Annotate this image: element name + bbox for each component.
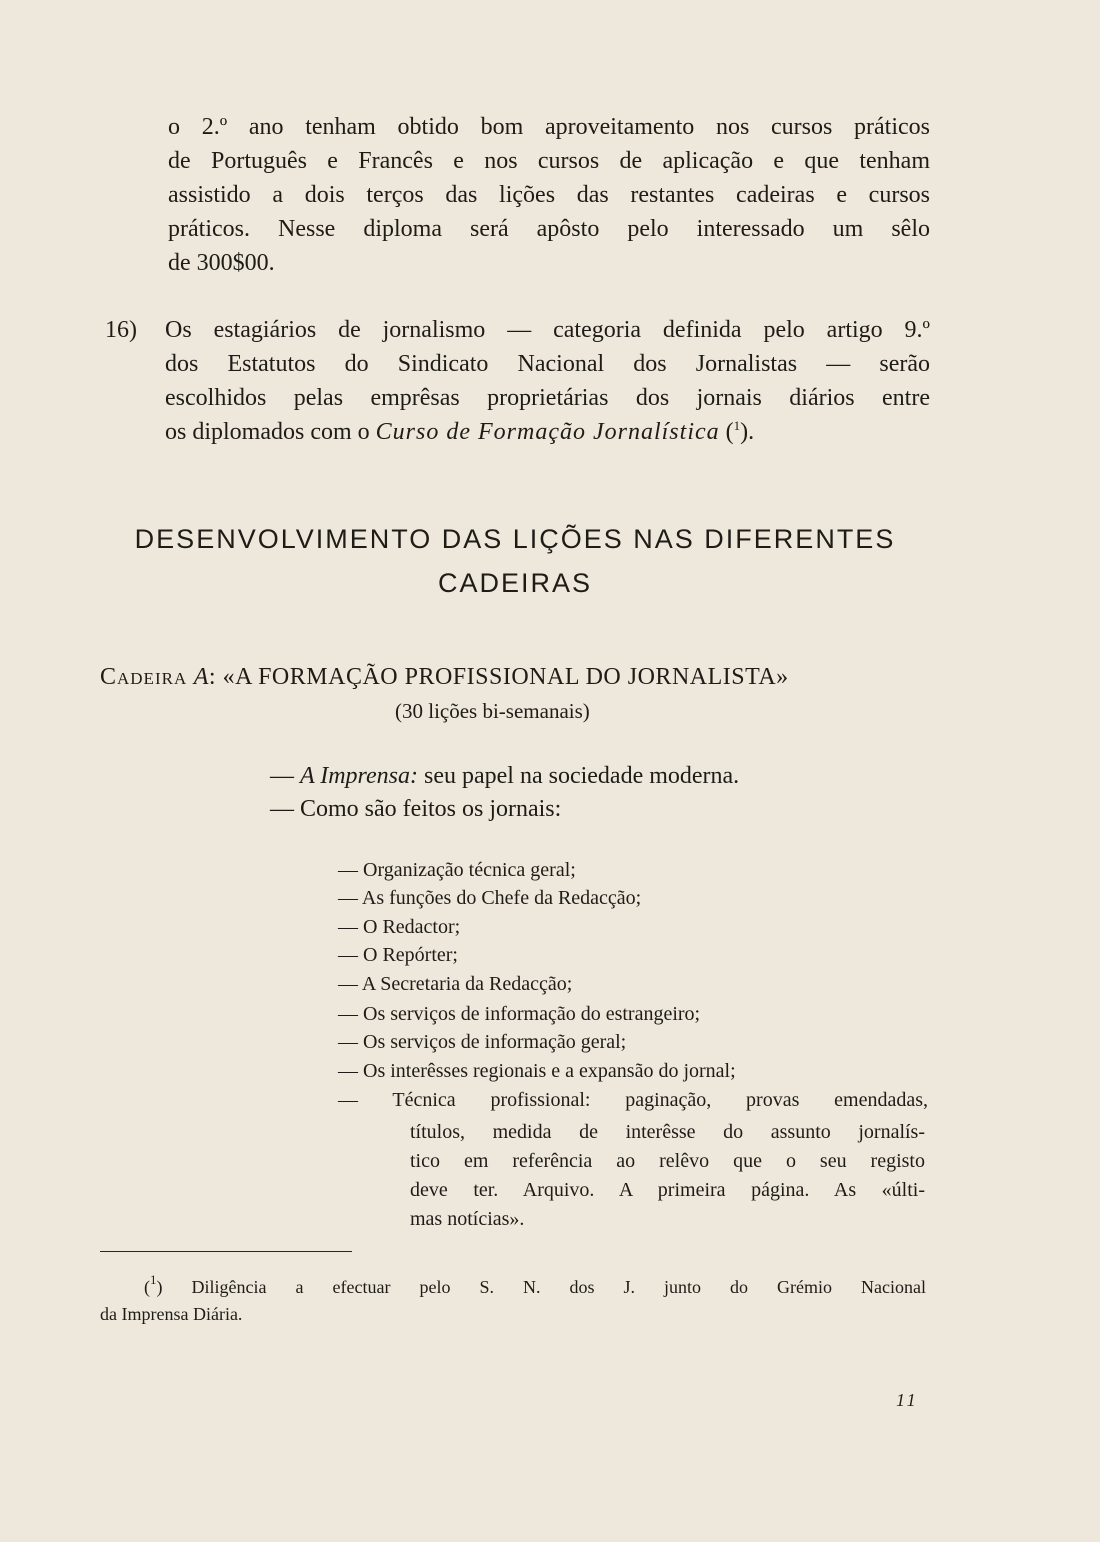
para15-line-4: práticos. Nesse diploma será apôsto pelo interessado um sêlo xyxy=(168,216,930,242)
cadeira-colon: : xyxy=(208,664,217,690)
list-item: — Os serviços de informação do estrangeiro; xyxy=(338,1003,701,1025)
topic-jornais: — Como são feitos os jornais: xyxy=(270,796,562,822)
topic-imprensa-rest: seu papel na sociedade moderna. xyxy=(423,763,740,789)
course-title: Curso de Formação Jornalística xyxy=(375,419,720,445)
para16-open: ( xyxy=(725,419,734,445)
para15-line-5: de 300$00. xyxy=(168,250,275,276)
para16-line-3: escolhidos pelas emprêsas proprietárias dos jornais diários entre xyxy=(165,385,930,411)
topic-dash: — xyxy=(270,763,294,789)
item-continuation-line: mas notícias». xyxy=(410,1208,525,1230)
para16-line-1: Os estagiários de jornalismo — categoria definida pelo artigo 9.º xyxy=(165,317,930,343)
list-item: — Organização técnica geral; xyxy=(338,859,576,881)
list-item: — O Repórter; xyxy=(338,944,458,966)
para16-close: ). xyxy=(740,419,755,445)
footnote-rule xyxy=(100,1251,352,1252)
para15-line-3: assistido a dois terços das lições das restantes cadeiras e cursos xyxy=(168,182,930,208)
footnote-text: Diligência a efectuar pelo S. N. dos J. junto do Grémio Nacional xyxy=(191,1277,927,1297)
footnote-line-2: da Imprensa Diária. xyxy=(100,1304,243,1324)
section-heading-line-1: DESENVOLVIMENTO DAS LIÇÕES NAS DIFERENTES xyxy=(134,524,896,554)
page-number: 11 xyxy=(896,1390,919,1410)
list-item: — O Redactor; xyxy=(338,916,461,938)
para15-line-1: o 2.º ano tenham obtido bom aproveitamento nos cursos práticos xyxy=(168,114,930,140)
para16-line-4 xyxy=(165,415,930,449)
para16-number: 16) xyxy=(105,317,137,343)
cadeira-title: «A FORMAÇÃO PROFISSIONAL DO JORNALISTA» xyxy=(222,664,789,690)
topic-imprensa-title: A Imprensa: xyxy=(300,763,418,789)
cadeira-heading xyxy=(100,660,930,694)
list-item: — A Secretaria da Redacção; xyxy=(338,973,573,995)
item-continuation-line: títulos, medida de interêsse do assunto jornalís- xyxy=(410,1121,925,1143)
footnote-marker: 1 xyxy=(150,1272,157,1287)
para16-line-2: dos Estatutos do Sindicato Nacional dos Jornalistas — serão xyxy=(165,351,930,377)
list-item: — Os serviços de informação geral; xyxy=(338,1031,627,1053)
topic-imprensa xyxy=(270,760,739,793)
footnote-line-1: ($^1$) Diligência a efectuar pelo S. N. dos J. junto do Grémio Nacional xyxy=(144,1272,927,1297)
footnote-ref: 1 xyxy=(733,418,741,433)
list-item: — Os interêsses regionais e a expansão do jornal; xyxy=(338,1060,736,1082)
cadeira-label: Cadeira xyxy=(100,664,188,690)
para16-last-prefix: os diplomados com o xyxy=(165,419,370,445)
item-continuation-line: deve ter. Arquivo. A primeira página. As «últi- xyxy=(410,1179,925,1201)
item-continuation-line: tico em referência ao relêvo que o seu registo xyxy=(410,1150,925,1172)
cadeira-subtitle: (30 lições bi-semanais) xyxy=(395,699,590,723)
list-item: — Técnica profissional: paginação, provas emendadas, xyxy=(338,1089,928,1111)
list-item: — As funções do Chefe da Redacção; xyxy=(338,887,642,909)
para15-line-2: de Português e Francês e nos cursos de aplicação e que tenham xyxy=(168,148,930,174)
cadeira-letter: A xyxy=(193,664,209,690)
section-heading-line-2: CADEIRAS xyxy=(437,568,593,598)
